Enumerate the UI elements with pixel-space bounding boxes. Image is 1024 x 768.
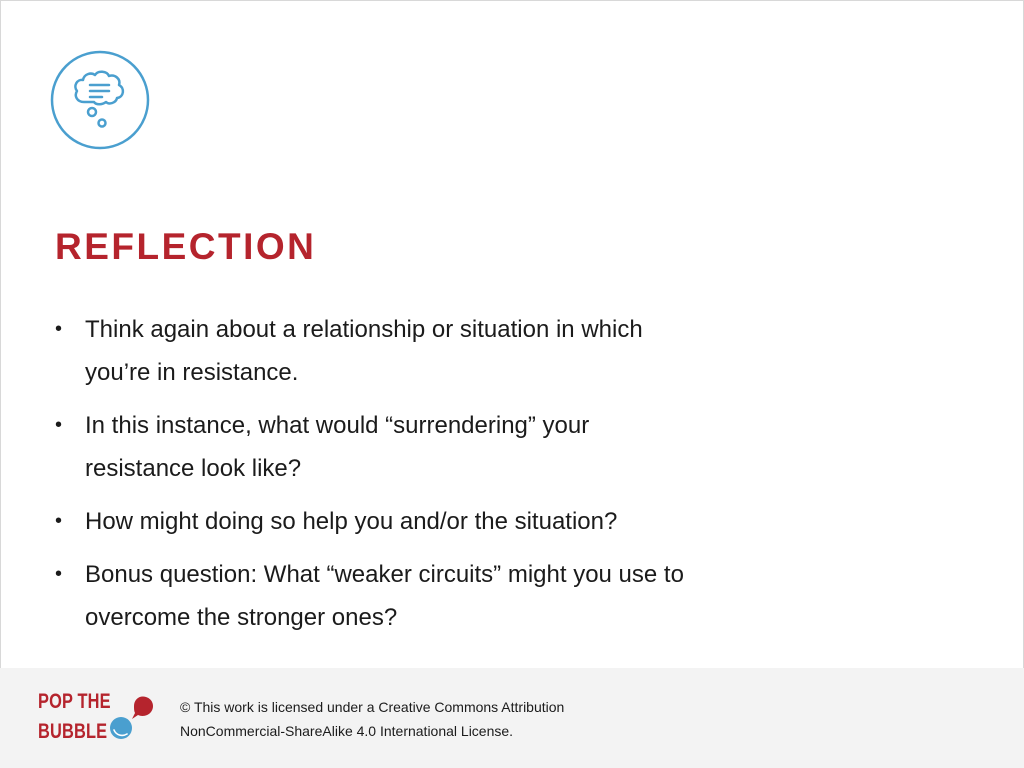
license-notice	[180, 695, 564, 743]
bullet-dot: •	[55, 318, 63, 340]
thought-bubble-icon	[50, 50, 150, 150]
pop-the-bubble-logo	[38, 688, 158, 748]
bullet-text: Think again about a relationship or situation in which you’re in resistance.	[85, 316, 643, 386]
bullet-item	[55, 404, 695, 490]
bullet-list	[55, 308, 695, 649]
license-line2: NonCommercial-ShareAlike 4.0 International License.	[180, 723, 514, 739]
logo-text-line2: BUBBLE	[38, 720, 108, 743]
license-line1: © This work is licensed under a Creative Commons Attribution	[180, 699, 565, 715]
speech-bubbles-icon	[110, 694, 158, 744]
bullet-text: Bonus question: What “weaker circuits” might you use to overcome the stronger ones?	[85, 561, 684, 631]
bullet-item	[55, 500, 695, 543]
bullet-dot: •	[55, 414, 63, 436]
bullet-text: In this instance, what would “surrendering” your resistance look like?	[85, 412, 590, 482]
bullet-dot: •	[55, 563, 63, 585]
bullet-dot: •	[55, 510, 63, 532]
logo-text-line1: POP THE	[38, 690, 111, 713]
bullet-text: How might doing so help you and/or the situation?	[85, 508, 618, 535]
bullet-item	[55, 308, 695, 394]
slide-title: REFLECTION	[55, 226, 317, 267]
bullet-item	[55, 553, 695, 639]
